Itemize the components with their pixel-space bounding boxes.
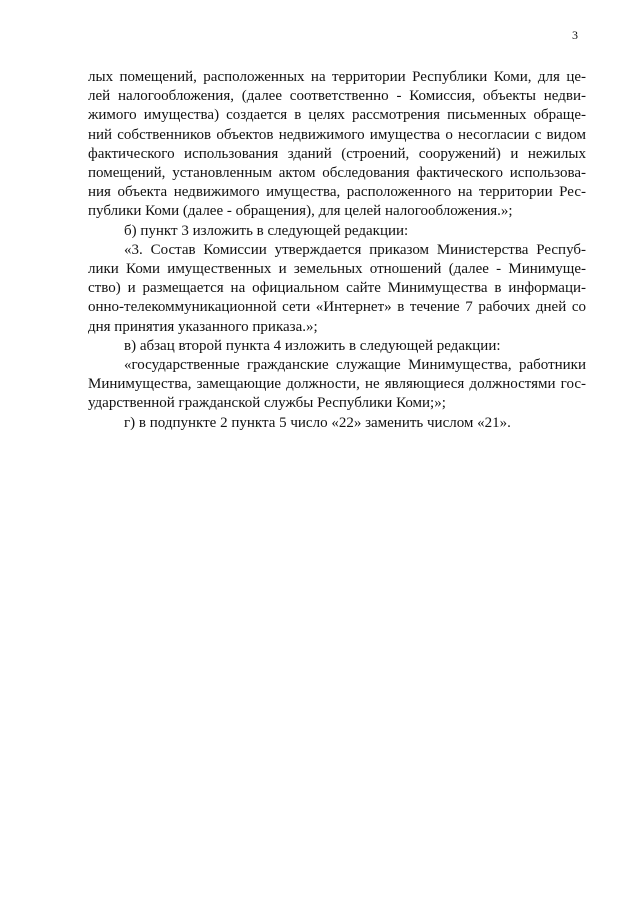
text-line: «3. Состав Комиссии утверждается приказом Министерства Респуб- [124,241,586,258]
text-line: лых помещений, расположенных на территории Республики Коми, для це- [88,69,586,85]
text-line: ство) и размещается на официальном сайте Минимущества в информаци- [88,280,586,297]
text-line: ния объекта недвижимого имущества, расположенного на территории Рес- [88,184,586,201]
text-line: жимого имущества) создается в целях рассмотрения письменных обраще- [88,107,586,124]
text-line: лей налогообложения, (далее соответственно - Комиссия, объекты недви- [88,88,586,105]
text-line: публики Коми (далее - обращения), для целей налогообложения.»; [88,203,513,220]
text-line: помещений, установленным актом обследования фактического использова- [88,165,586,181]
text-line: лики Коми имущественных и земельных отношений (далее - Минимуще- [88,261,586,277]
page-number: 3 [572,28,578,42]
text-line: в) абзац второй пункта 4 изложить в следующей редакции: [124,337,501,354]
text-line: онно-телекоммуникационной сети «Интернет» в течение 7 рабочих дней со [88,299,586,316]
text-line: фактического использования зданий (строений, сооружений) и нежилых [88,145,586,162]
text-line: ударственной гражданской службы Республики Коми;»; [88,395,446,412]
text-line: дня принятия указанного приказа.»; [88,318,318,335]
text-line: б) пункт 3 изложить в следующей редакции: [124,222,409,239]
text-line: «государственные гражданские служащие Минимущества, работники [124,357,586,373]
text-line: г) в подпункте 2 пункта 5 число «22» заменить числом «21». [124,414,511,431]
text-line: ний собственников объектов недвижимого имущества о несогласии с видом [88,126,586,143]
text-line: Минимущества, замещающие должности, не являющиеся должностями гос- [88,376,586,393]
